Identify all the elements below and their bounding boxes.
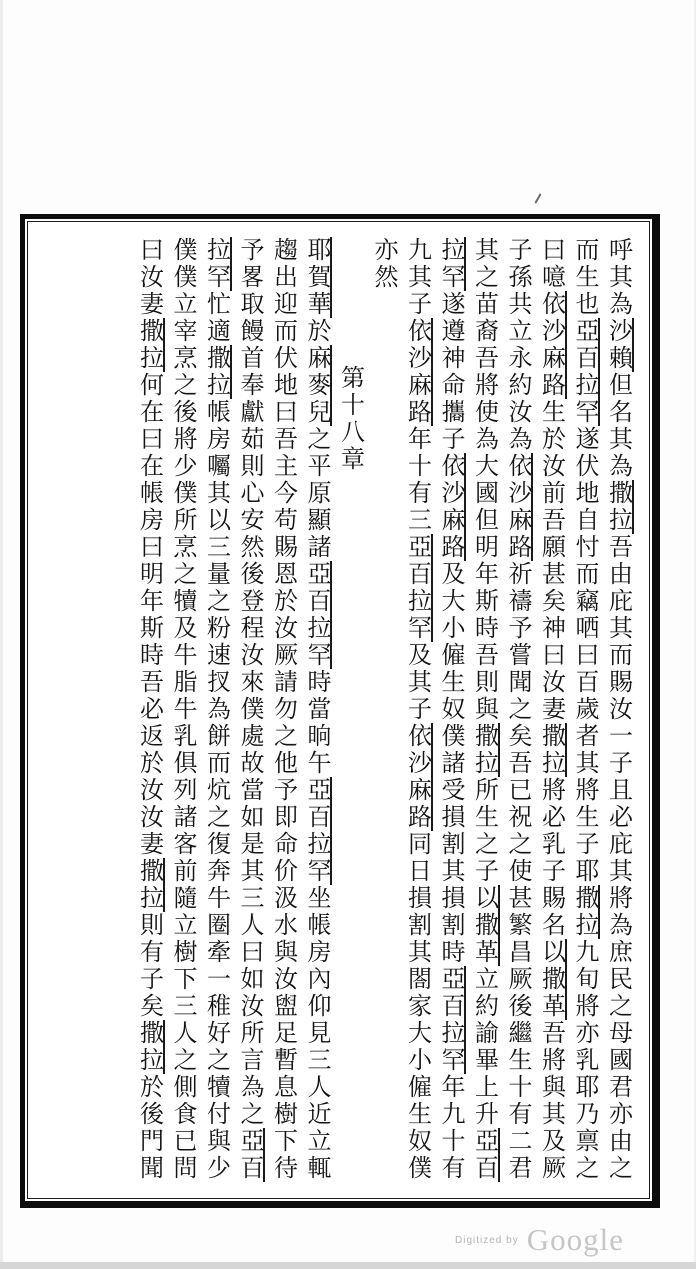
text-run: 遂遵神命攜子 xyxy=(437,291,463,453)
text-column xyxy=(301,237,328,1187)
text-run: 遂伏地自忖而竊哂曰百歲者其將生子耶 xyxy=(571,426,597,885)
text-column xyxy=(469,237,496,1187)
proper-name-mark: 撒拉 xyxy=(605,480,634,534)
text-run: 吾由庇其而賜汝一子且必庇其將為庶民之母國君亦由之 xyxy=(604,534,631,1182)
text-run: 曰噫 xyxy=(537,237,564,291)
text-run: 趨出迎而伏地曰吾主今苟賜恩於汝厥請勿之他予即命价汲水與汝盥足暫息樹下待 xyxy=(269,237,296,1182)
text-run: 僕僕立宰烹之後將少僕所烹之犢及牛脂牛乳俱列諸客前隨立樹下三人之側食已問 xyxy=(169,237,195,1182)
text-column xyxy=(435,237,462,1187)
text-run: 及大小僱生奴僕諸受損割其損割時 xyxy=(437,561,463,966)
scan-edge-bottom xyxy=(0,1262,696,1269)
proper-name-mark: 亞百拉罕 xyxy=(404,534,433,642)
text-run: 及其子 xyxy=(403,642,430,723)
text-run: 年九十有 xyxy=(437,1074,463,1182)
text-run: 呼其為 xyxy=(604,237,631,318)
text-run: 則有子矣 xyxy=(135,912,162,1020)
text-frame xyxy=(20,214,660,1208)
text-run: 吾將與其及厥 xyxy=(537,1020,564,1182)
proper-name-mark: 依沙麻路 xyxy=(404,318,433,426)
text-run: 同日損割其閤家大小僱生奴僕 xyxy=(403,831,430,1182)
proper-name-mark: 亞百拉罕 xyxy=(437,966,466,1074)
text-column xyxy=(134,237,161,1187)
proper-name-mark: 亞百拉罕 xyxy=(303,561,332,669)
text-run: 其之苗裔吾將使為大國但明年斯時吾則與 xyxy=(470,237,497,723)
text-run: 生於汝前吾願甚矣神曰汝妻 xyxy=(537,399,564,723)
text-run: 帳房囑其以三量之粉速扠為餅而炕之復奔牛圈牽一稚好之犢付與少 xyxy=(202,399,229,1182)
text-column xyxy=(536,237,563,1187)
proper-name-mark: 撒拉 xyxy=(203,345,232,399)
watermark-brand: Google xyxy=(526,1222,624,1257)
proper-name-mark: 依沙麻路 xyxy=(538,291,567,399)
proper-name-mark: 亞百拉罕 xyxy=(571,318,600,426)
scan-edge-left xyxy=(0,0,3,1262)
proper-name-mark: 撒拉 xyxy=(571,885,600,939)
proper-name-mark: 以撒革 xyxy=(538,939,567,1020)
text-column xyxy=(268,237,295,1187)
proper-name-mark: 撒拉 xyxy=(136,1020,165,1074)
proper-name-mark: 沙賴 xyxy=(605,318,634,372)
text-run: 時當晌午 xyxy=(303,669,329,777)
proper-name-mark: 撒拉 xyxy=(136,318,165,372)
text-run: 第十八章 xyxy=(336,365,363,473)
text-column xyxy=(368,237,395,1187)
proper-name-mark: 拉罕 xyxy=(437,237,466,291)
watermark-prefix: Digitized by xyxy=(455,1234,519,1246)
proper-name-mark: 依沙麻路 xyxy=(437,453,466,561)
proper-name-mark: 撒拉 xyxy=(471,723,500,777)
text-column xyxy=(201,237,228,1187)
text-run: 但名其為 xyxy=(604,372,631,480)
google-watermark xyxy=(455,1220,685,1260)
text-column xyxy=(502,237,529,1187)
proper-name-mark: 耶賀華 xyxy=(303,237,332,318)
text-run: 予畧取饅首奉獻茹則心安然後登程汝來僕處故當如是其三人曰如汝所言為之 xyxy=(236,237,262,1128)
text-column xyxy=(603,237,630,1187)
text-run: 何在曰在帳房曰明年斯時吾必返於汝汝妻 xyxy=(135,372,162,858)
proper-name-mark: 麻麥兒 xyxy=(303,345,332,426)
text-run: 九旬將亦乳耶乃禀之 xyxy=(571,939,597,1182)
proper-name-mark: 撒拉 xyxy=(136,858,165,912)
proper-name-mark: 拉罕 xyxy=(203,237,232,291)
text-column xyxy=(167,237,194,1187)
text-column xyxy=(569,237,596,1187)
proper-name-mark: 亞百 xyxy=(471,1128,500,1182)
text-column xyxy=(234,237,261,1187)
text-run: 所生之子 xyxy=(470,777,497,885)
text-run: 九其子 xyxy=(403,237,430,318)
text-run: 將必乳子賜名 xyxy=(537,777,564,939)
text-run: 立約諭畢上升 xyxy=(470,966,497,1128)
chapter-heading-column xyxy=(335,237,362,1187)
text-run: 而生也 xyxy=(571,237,597,318)
text-run: 祈禱予嘗聞之矣吾已祝之使甚繁昌厥後繼生十有二君 xyxy=(504,561,530,1182)
text-run: 之平原顯諸 xyxy=(303,426,329,561)
proper-name-mark: 依沙麻路 xyxy=(404,723,433,831)
text-columns xyxy=(35,237,636,1187)
proper-name-mark: 亞百 xyxy=(236,1128,265,1182)
print-speck xyxy=(534,193,541,204)
text-column xyxy=(402,237,429,1187)
text-run: 年十有三 xyxy=(403,426,430,534)
proper-name-mark: 亞百拉罕 xyxy=(303,777,332,885)
proper-name-mark: 以撒革 xyxy=(471,885,500,966)
text-run: 亦然 xyxy=(370,237,396,291)
proper-name-mark: 依沙麻路 xyxy=(504,453,533,561)
text-run: 於後門聞 xyxy=(135,1074,162,1182)
text-run: 忙適 xyxy=(202,291,229,345)
text-run: 坐帳房內仰見三人近立輒 xyxy=(303,885,329,1182)
text-run: 曰汝妻 xyxy=(135,237,162,318)
text-run: 於 xyxy=(303,318,329,345)
text-run: 子孫共立永約汝為 xyxy=(504,237,530,453)
proper-name-mark: 撒拉 xyxy=(538,723,567,777)
